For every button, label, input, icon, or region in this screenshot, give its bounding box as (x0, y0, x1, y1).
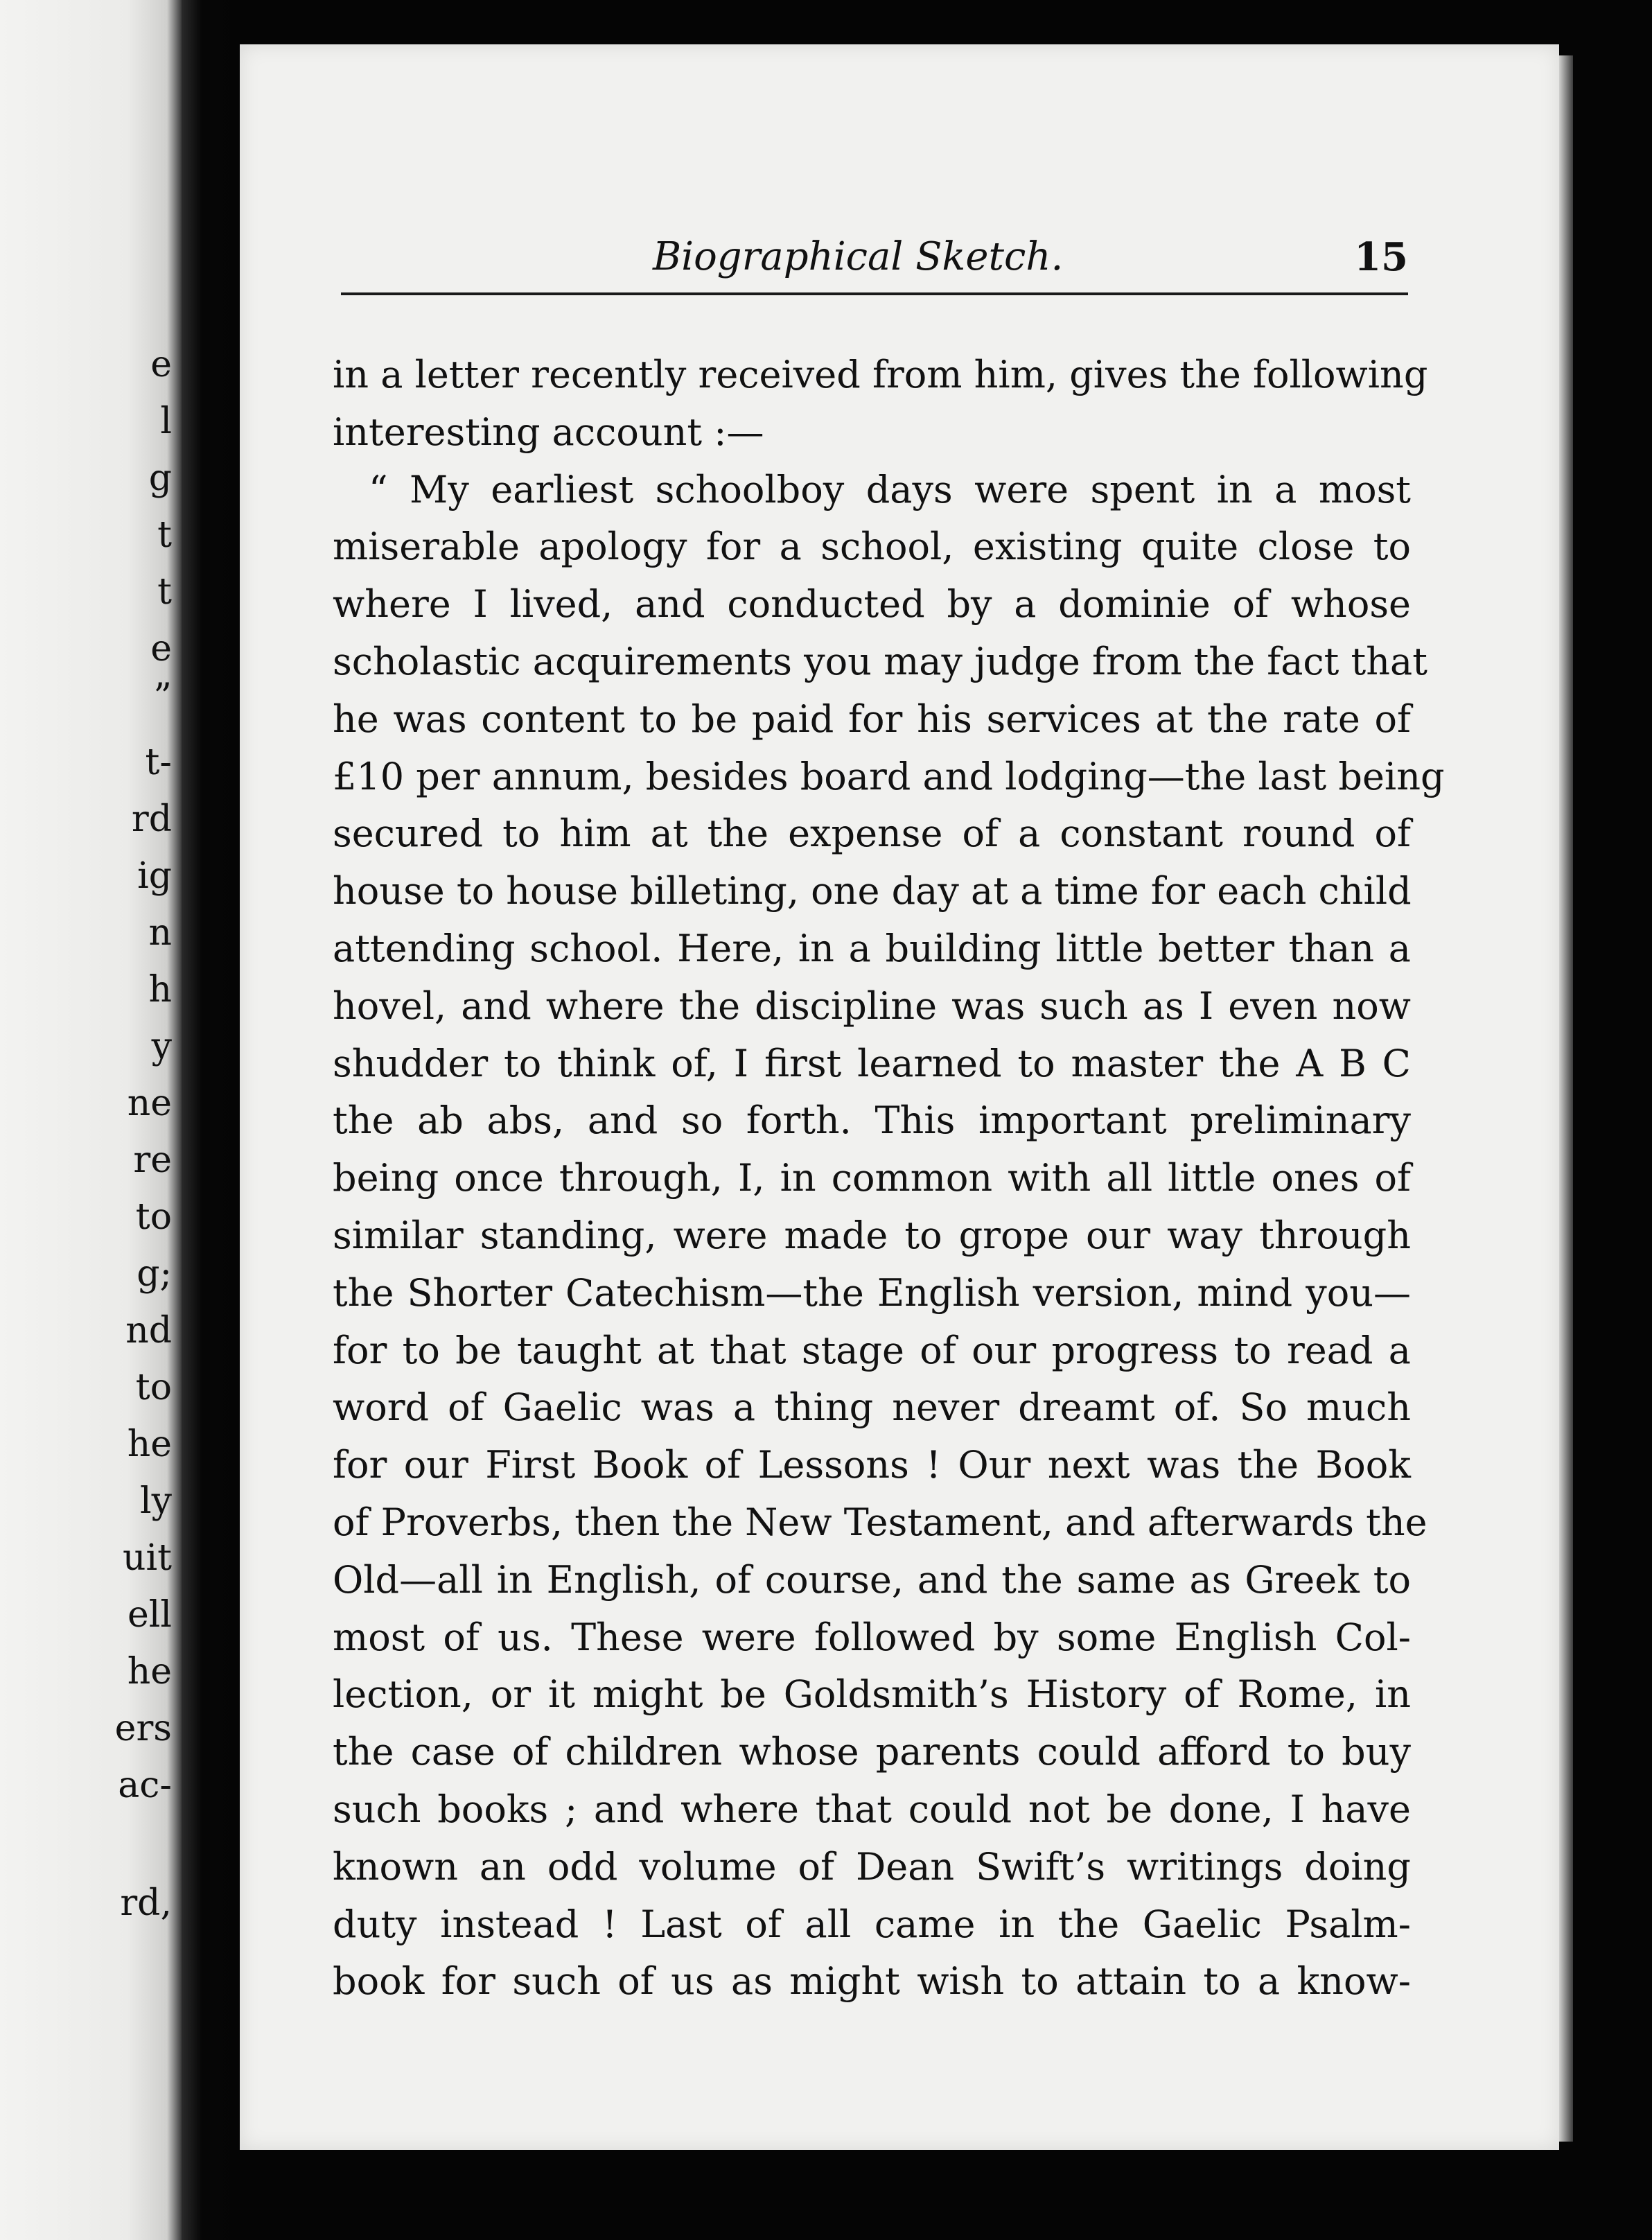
text-line: interesting account :— (333, 410, 764, 454)
left-page-fragment: nd (125, 1310, 172, 1351)
left-page-fragment: uit (122, 1537, 172, 1579)
left-page-fragment: g; (137, 1253, 172, 1295)
left-page-fragment: ne (127, 1083, 172, 1124)
text-line: shudder to think of, I first learned to master the A B C (333, 1041, 1411, 1085)
running-title: Biographical Sketch. (653, 234, 1064, 279)
text-line: most of us. These were followed by some English Col- (333, 1615, 1411, 1659)
text-line: known an odd volume of Dean Swift’s writings doing (333, 1844, 1411, 1889)
text-line: the Shorter Catechism—the English version, mind you— (333, 1270, 1411, 1315)
page-number: 15 (1354, 234, 1408, 280)
page-edge-shadow (1559, 55, 1573, 2142)
text-line: duty instead ! Last of all came in the Gaelic Psalm- (333, 1902, 1411, 1946)
text-line: word of Gaelic was a thing never dreamt of. So much (333, 1385, 1411, 1430)
text-line: similar standing, were made to grope our way through (333, 1213, 1411, 1257)
text-line: he was content to be paid for his services at the rate of (333, 697, 1411, 741)
body-text (333, 347, 1445, 2011)
text-line: where I lived, and conducted by a dominie of whose (333, 582, 1411, 627)
left-page-fragment: l (160, 401, 172, 442)
text-line: scholastic acquirements you may judge from the fact that (333, 639, 1427, 683)
left-page-fragment: ig (137, 855, 172, 897)
text-line: lection, or it might be Goldsmith’s History of Rome, in (333, 1672, 1411, 1717)
left-page-fragment: y (151, 1026, 172, 1067)
text-line: secured to him at the expense of a constant round of (333, 812, 1411, 856)
left-page-fragment: h (148, 969, 172, 1010)
text-line: such books ; and where that could not be done, I have (333, 1787, 1411, 1831)
left-page-fragment: n (148, 912, 172, 954)
text-line: of Proverbs, then the New Testament, and afterwards the (333, 1500, 1427, 1544)
text-line: for our First Book of Lessons ! Our next was the Book (333, 1443, 1411, 1487)
left-page-fragment: t (157, 571, 172, 613)
left-page-fragment: t (157, 514, 172, 556)
text-line: house to house billeting, one day at a time for each child (333, 869, 1412, 913)
left-page-fragment: ” (153, 676, 172, 718)
left-page-fragment: he (127, 1424, 172, 1465)
left-page-fragment: he (127, 1651, 172, 1692)
text-line: Old—all in English, of course, and the same as Greek to (333, 1557, 1411, 1602)
text-line: miserable apology for a school, existing quite close to (333, 525, 1411, 569)
text-line: attending school. Here, in a building little better than a (333, 926, 1411, 970)
left-page-fragment: g (148, 457, 172, 499)
running-head (341, 234, 1408, 297)
left-page-fragment: t- (145, 742, 172, 783)
text-line: “ My earliest schoolboy days were spent in a most (369, 467, 1411, 511)
left-page-fragment: re (133, 1139, 172, 1181)
text-line: £10 per annum, besides board and lodging—the last being (333, 754, 1445, 798)
text-line: the ab abs, and so forth. This important preliminary (333, 1099, 1411, 1143)
text-line: in a letter recently received from him, gives the following (333, 353, 1428, 396)
left-page-fragment: to (135, 1196, 172, 1238)
left-page-fragment: to (135, 1367, 172, 1408)
header-rule (341, 292, 1408, 295)
left-page-fragment: ac- (118, 1765, 172, 1806)
left-facing-page (0, 0, 182, 2240)
left-page-fragment: e (150, 344, 172, 385)
text-line: for to be taught at that stage of our progress to read a (333, 1328, 1411, 1372)
text-line: being once through, I, in common with all little ones of (333, 1156, 1411, 1200)
left-page-fragment: rd (131, 798, 172, 840)
book-gutter (182, 0, 240, 2240)
left-page-fragment: e (150, 628, 172, 670)
text-line: hovel, and where the discipline was such as I even now (333, 983, 1411, 1028)
left-page-fragment: rd, (120, 1882, 172, 1924)
left-page-fragment: ers (114, 1708, 172, 1749)
text-line: book for such of us as might wish to attain to a know- (333, 1959, 1411, 2004)
text-line: the case of children whose parents could afford to buy (333, 1730, 1411, 1774)
left-page-fragment: ell (127, 1594, 172, 1636)
left-page-fragment: ly (139, 1480, 172, 1522)
